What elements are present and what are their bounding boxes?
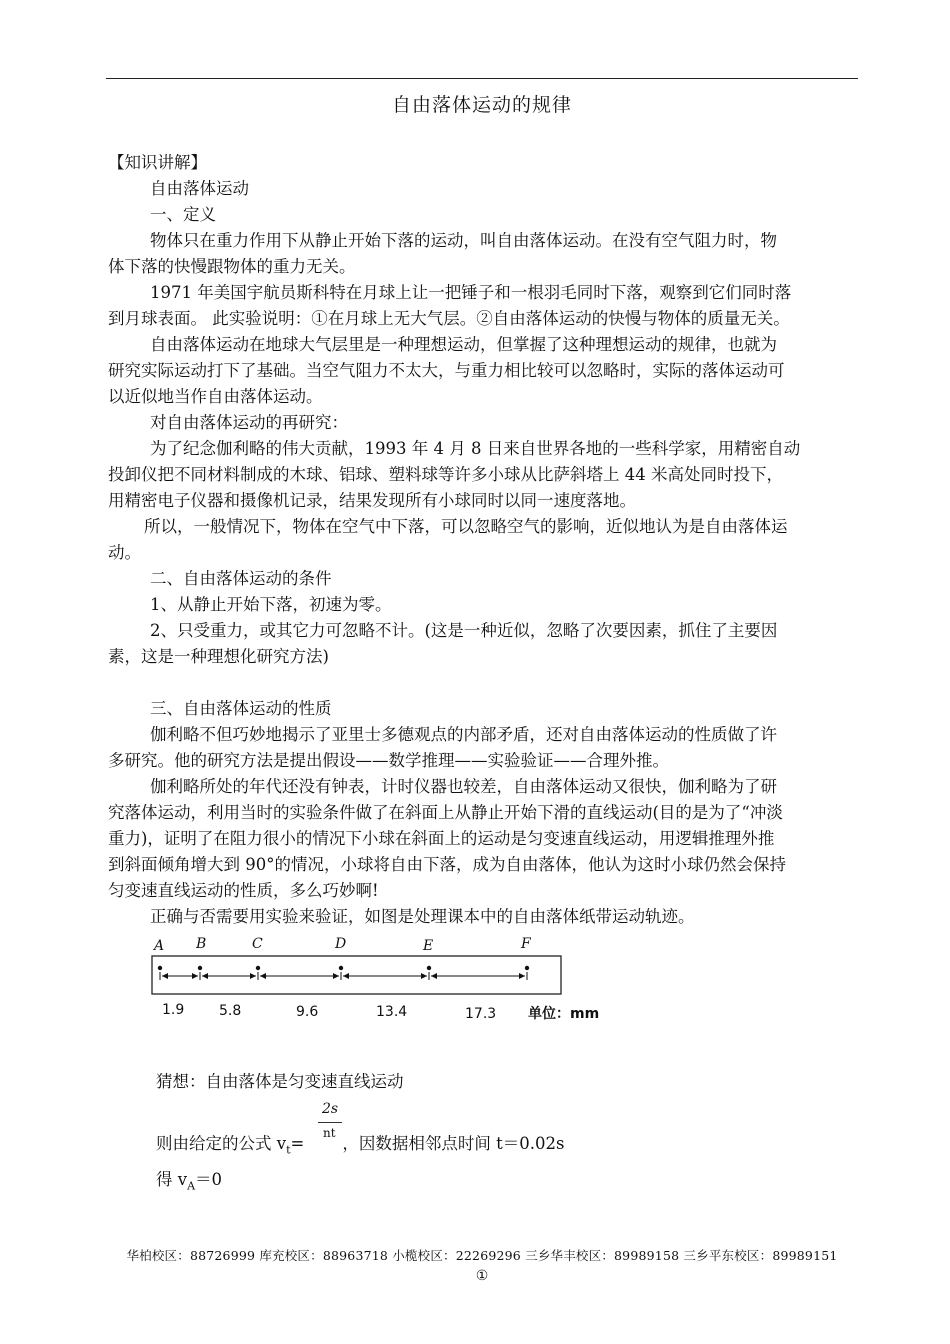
paragraph-line: 正确与否需要用实验来验证，如图是处理课本中的自由落体纸带运动轨迹。 xyxy=(150,907,695,926)
paragraph-line: 1971 年美国宇航员斯科特在月球上让一把锤子和一根羽毛同时下落，观察到它们同时落 xyxy=(150,283,792,302)
heading-properties: 三、自由落体运动的性质 xyxy=(150,699,332,718)
page-title: 自由落体运动的规律 xyxy=(391,94,572,116)
fraction-bar xyxy=(318,1122,342,1123)
arrow-head-left xyxy=(260,973,266,979)
tape-dot xyxy=(158,966,162,970)
point-label: A xyxy=(154,938,165,954)
paragraph-line: 重力)，证明了在阻力很小的情况下小球在斜面上的运动是匀变速直线运动，用逻辑推理外推 xyxy=(108,829,775,848)
arrow-head-left xyxy=(343,973,349,979)
paragraph-line: 以近似地当作自由落体运动。 xyxy=(108,387,323,406)
formula-prefix: 则由给定的公式 v xyxy=(156,1134,287,1153)
unit-label: 单位：mm xyxy=(528,1006,600,1022)
tape-dot xyxy=(339,966,343,970)
point-label: E xyxy=(423,938,434,954)
arrow-head-right xyxy=(250,973,256,979)
condition-item: 2、只受重力，或其它力可忽略不计。(这是一种近似，忽略了次要因素，抓住了主要因 xyxy=(150,621,778,640)
paragraph-line: 为了纪念伽利略的伟大贡献，1993 年 4 月 8 日来自世界各地的一些科学家，用精密自动 xyxy=(150,439,801,458)
tape-dot xyxy=(256,966,260,970)
interval-label: 17.3 xyxy=(465,1006,497,1022)
paragraph-line: 自由落体运动在地球大气层里是一种理想运动，但掌握了这种理想运动的规律，也就为 xyxy=(150,335,777,354)
paragraph-line: 动。 xyxy=(108,543,141,562)
result-subscript: A xyxy=(187,1179,196,1193)
arrow-head-right xyxy=(192,973,198,979)
ticker-tape-svg xyxy=(140,934,620,1024)
formula-equals: = xyxy=(290,1134,305,1153)
paragraph-line: 用精密电子仪器和摄像机记录，结果发现所有小球同时以同一速度落地。 xyxy=(108,491,636,510)
document-body xyxy=(108,150,854,930)
heading-conditions: 二、自由落体运动的条件 xyxy=(150,569,332,588)
paragraph-line: 到月球表面。 此实验说明：①在月球上无大气层。②自由落体运动的快慢与物体的质量无关。 xyxy=(108,309,790,328)
arrow-head-right xyxy=(333,973,339,979)
tape-dot xyxy=(525,966,529,970)
result-line xyxy=(156,1166,222,1192)
paragraph-line: 伽利略所处的年代还没有钟表，计时仪器也较差，自由落体运动又很快，伽利略为了研 xyxy=(150,777,777,796)
paragraph-line: 投卸仪把不同材料制成的木球、铝球、塑料球等许多小球从比萨斜塔上 44 米高处同时投下， xyxy=(108,465,783,484)
section-label: 【知识讲解】 xyxy=(108,153,207,172)
result-prefix: 得 v xyxy=(156,1170,188,1189)
point-label: D xyxy=(335,936,347,952)
point-label: F xyxy=(521,936,531,952)
paragraph-line: 研究实际运动打下了基础。当空气阻力不太大，与重力相比较可以忽略时，实际的落体运动可 xyxy=(108,361,785,380)
arrow-head-left xyxy=(162,973,168,979)
header-rule xyxy=(106,78,858,79)
paragraph-line: 伽利略不但巧妙地揭示了亚里士多德观点的内部矛盾，还对自由落体运动的性质做了许 xyxy=(150,725,777,744)
arrow-head-right xyxy=(421,973,427,979)
paragraph-line: 究落体运动，利用当时的实验条件做了在斜面上从静止开始下滑的直线运动(目的是为了“冲淡 xyxy=(108,803,783,822)
tape-dot xyxy=(198,966,202,970)
interval-label: 9.6 xyxy=(296,1004,319,1020)
formula-subscript: t xyxy=(286,1143,291,1157)
result-value: ＝0 xyxy=(195,1170,223,1189)
arrow-head-right xyxy=(519,973,525,979)
paragraph-line: 到斜面倾角增大到 90°的情况，小球将自由下落，成为自由落体，他认为这时小球仍然会保持 xyxy=(108,855,786,874)
paragraph-line: 匀变速直线运动的性质，多么巧妙啊! xyxy=(108,881,379,900)
topic-heading: 自由落体运动 xyxy=(150,179,249,198)
paragraph-line: 所以，一般情况下，物体在空气中下落，可以忽略空气的影响，近似地认为是自由落体运 xyxy=(144,517,788,536)
fraction-numerator: 2s xyxy=(322,1101,339,1117)
paragraph-line: 对自由落体运动的再研究： xyxy=(150,413,348,432)
interval-label: 5.8 xyxy=(219,1003,242,1019)
heading-definition: 一、定义 xyxy=(150,205,216,224)
interval-label: 13.4 xyxy=(376,1004,408,1020)
arrow-head-left xyxy=(202,973,208,979)
tape-dot xyxy=(427,966,431,970)
condition-item: 素，这是一种理想化研究方法) xyxy=(108,647,329,666)
footer-campuses: 华柏校区：88726999 库充校区：88963718 小榄校区：22269296 三乡华丰校区：89989158 三乡平东校区：89989151 xyxy=(126,1248,838,1263)
paragraph-line: 多研究。他的研究方法是提出假设——数学推理——实验验证——合理外推。 xyxy=(108,751,669,770)
condition-item: 1、从静止开始下落，初速为零。 xyxy=(150,595,392,614)
formula-suffix: ，因数据相邻点时间 t＝0.02s xyxy=(342,1134,565,1153)
tape-strip xyxy=(152,956,561,994)
point-label: C xyxy=(252,936,263,952)
guess-line: 猜想：自由落体是匀变速直线运动 xyxy=(156,1072,404,1091)
fraction-denominator: nt xyxy=(323,1126,336,1140)
page-number: ① xyxy=(475,1268,489,1284)
interval-label: 1.9 xyxy=(162,1002,185,1018)
ticker-tape-diagram xyxy=(140,934,620,1024)
paragraph-line: 体下落的快慢跟物体的重力无关。 xyxy=(108,257,356,276)
arrow-head-left xyxy=(431,973,437,979)
paragraph-line: 物体只在重力作用下从静止开始下落的运动，叫自由落体运动。在没有空气阻力时，物 xyxy=(150,231,777,250)
point-label: B xyxy=(196,936,207,952)
formula-line xyxy=(156,1130,564,1156)
